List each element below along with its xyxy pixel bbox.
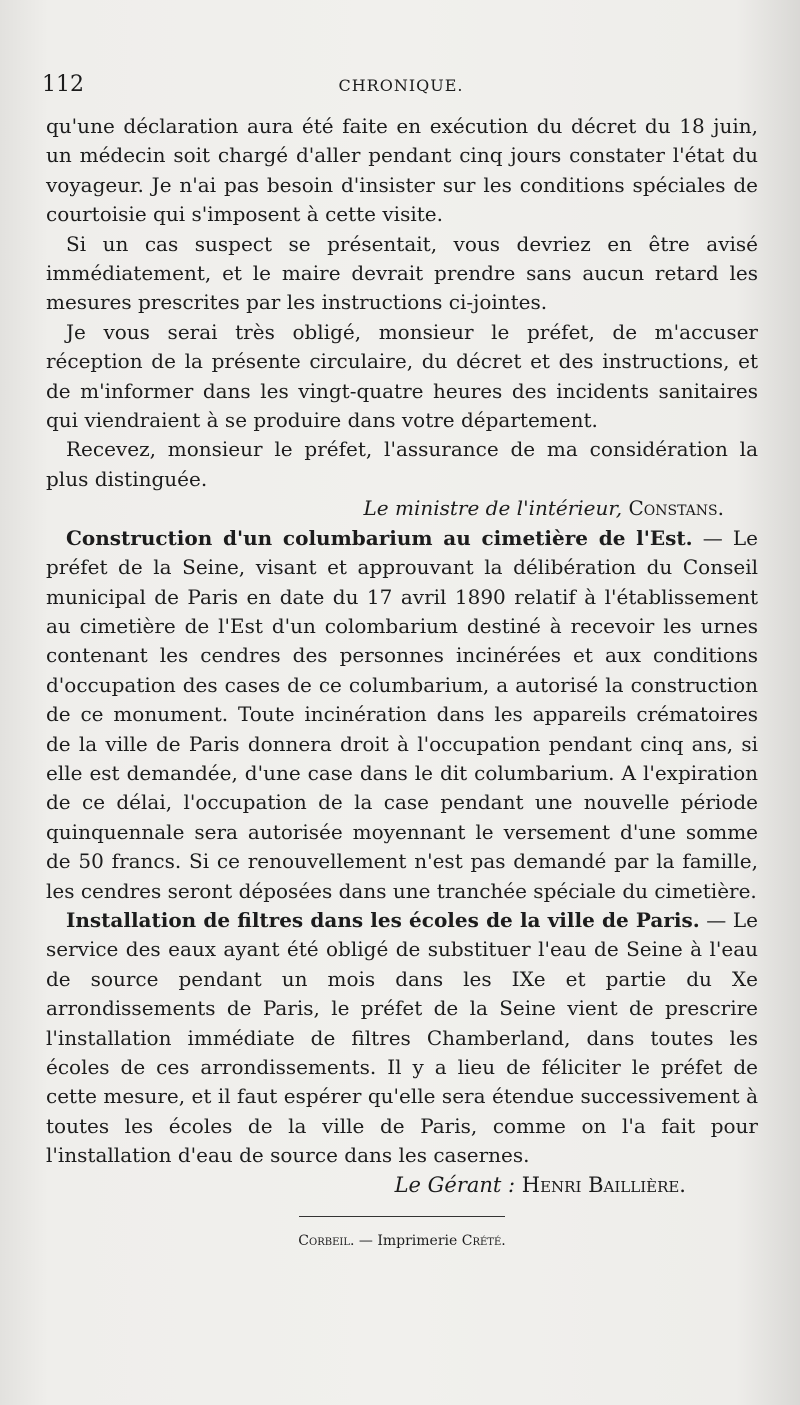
filters-article	[46, 906, 758, 1171]
circular-paragraph-1: qu'une déclaration aura été faite en exécution du décret du 18 juin, un médecin soit chargé d'aller pendant cinq jours constater l'état du voyageur. Je n'ai pas besoin d'insister sur les conditions spéciales de courtoisie qui s'imposent à cette visite.	[46, 114, 758, 227]
signature-title: Le ministre de l'intérieur,	[363, 496, 623, 521]
columbarium-article-body: — Le préfet de la Seine, visant et approuvant la délibération du Conseil municipal de Paris en date du 17 avril 1890 relatif à l'établissement au cimetière de l'Est d'un colombarium destiné à recevoir les urnes contenant les cendres des personnes incinérées et aux conditions d'occupation des cases de ce columbarium, a autorisé la construction de ce monument. Toute incinération dans les appareils crématoires de la ville de Paris donnera droit à l'occupation pendant cinq ans, si elle est demandée, d'une case dans le dit columbarium. A l'expiration de ce délai, l'occupation de la case pendant une nouvelle période quinquennale sera autorisée moyennant le versement d'une somme de 50 francs. Si ce renouvellement n'est pas demandé par la famille, les cendres seront déposées dans une tranchée spéciale du cimetière.	[46, 525, 758, 903]
footer-rule	[299, 1216, 505, 1217]
running-title: CHRONIQUE.	[338, 76, 464, 95]
page-body	[46, 112, 758, 1256]
imprint-city: Corbeil.	[298, 1233, 355, 1250]
signature-name: Constans.	[628, 496, 724, 521]
circular-paragraph-4: Recevez, monsieur le préfet, l'assurance de ma considération la plus distinguée.	[46, 437, 758, 491]
gerant-label: Le Gérant :	[394, 1172, 516, 1197]
gerant-name: Henri Baillière.	[521, 1172, 686, 1197]
circular-paragraph-2: Si un cas suspect se présentait, vous devriez en être avisé immédiatement, et le maire devrait prendre sans aucun retard les mesures prescrites par les instructions ci-jointes.	[46, 231, 758, 315]
minister-signature	[46, 494, 758, 523]
running-head	[42, 72, 760, 104]
filters-article-title: Installation de filtres dans les écoles de la ville de Paris.	[66, 907, 700, 932]
columbarium-article	[46, 524, 758, 906]
filters-article-body: — Le service des eaux ayant été obligé de substituer l'eau de Seine à l'eau de source pendant un mois dans les IXe et partie du Xe arrondissements de Paris, le préfet de la Seine vient de prescrire l'installation immédiate de filtres Chamberland, dans toutes les écoles de ces arrondissements. Il y a lieu de féliciter le préfet de cette mesure, et il faut espérer qu'elle sera étendue successivement à toutes les écoles de la ville de Paris, comme on l'a fait pour l'installation d'eau de source dans les casernes.	[46, 907, 758, 1168]
columbarium-article-title: Construction d'un columbarium au cimetière de l'Est.	[66, 525, 693, 550]
imprint-printer: Crété.	[461, 1233, 506, 1250]
page-number: 112	[42, 72, 84, 97]
circular-paragraph-3: Je vous serai très obligé, monsieur le préfet, de m'accuser réception de la présente circulaire, du décret et des instructions, et de m'informer dans les vingt-quatre heures des incidents sanitaires qui viendraient à se produire dans votre département.	[46, 319, 758, 433]
imprint-text: — Imprimerie	[354, 1233, 462, 1250]
printer-imprint	[46, 1227, 758, 1256]
gerant-signature	[46, 1171, 758, 1200]
